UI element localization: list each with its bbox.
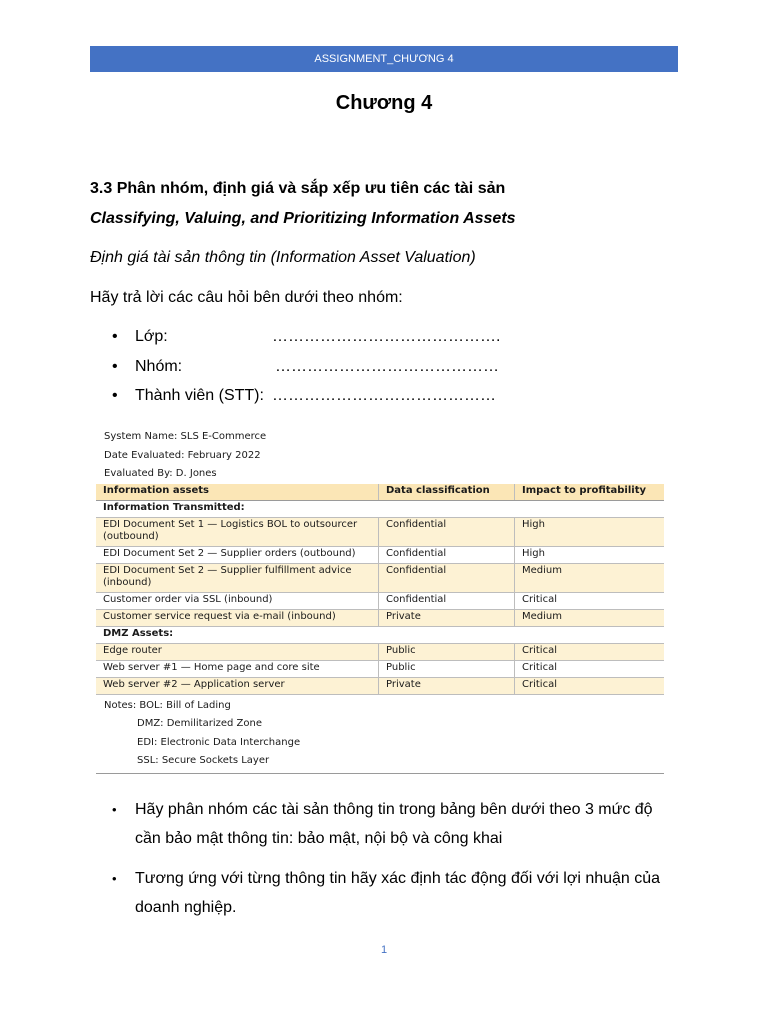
note-line: SSL: Secure Sockets Layer [137,755,270,766]
table-row [96,643,664,660]
classification-cell: Public [379,660,515,677]
table-row [96,660,664,677]
note-line: EDI: Electronic Data Interchange [137,736,301,748]
note-line: DMZ: Demilitarized Zone [137,718,262,729]
table-row [96,677,664,694]
group-label: Nhóm: [135,357,183,375]
asset-valuation-figure [96,428,664,774]
note-line: Notes: BOL: Bill of Lading [104,699,231,711]
classification-cell: Confidential [379,592,515,609]
asset-cell: EDI Document Set 1 — Logistics BOL to outsourcer (outbound) [96,517,379,546]
system-name: System Name: SLS E-Commerce [104,431,267,442]
bullet: • [112,328,118,345]
classification-cell: Public [379,643,515,660]
asset-cell: EDI Document Set 2 — Supplier orders (outbound) [96,546,379,563]
asset-cell: Customer order via SSL (inbound) [96,592,379,609]
class-label: Lớp: [135,328,168,345]
group-row [96,500,664,517]
assets-table [96,484,664,695]
impact-cell: Critical [515,660,665,677]
asset-cell: Web server #1 — Home page and core site [96,660,379,677]
classification-cell: Confidential [379,546,515,563]
date-evaluated: Date Evaluated: February 2022 [104,449,261,461]
table-notes [96,697,664,774]
asset-cell: Edge router [96,643,379,660]
page-header-bar [90,46,678,72]
section-heading: 3.3 Phân nhóm, định giá và sắp xếp ưu tiên các tài sản [90,180,506,197]
instruction-text: Hãy trả lời các câu hỏi bên dưới theo nhóm: [90,289,403,306]
classification-cell: Confidential [379,517,515,546]
section-subheading: Classifying, Valuing, and Prioritizing Information Assets [90,210,516,227]
chapter-title: Chương 4 [335,92,433,114]
impact-cell: Critical [515,643,665,660]
table-row [96,517,664,546]
classification-cell: Private [379,609,515,626]
bullet: • [112,357,118,375]
column-header: Impact to profitability [515,484,665,501]
evaluated-by: Evaluated By: D. Jones [104,468,217,479]
bullet: • [112,802,117,817]
asset-cell: Customer service request via e-mail (inbound) [96,609,379,626]
group-fill-dots: …………………………………… [275,357,499,375]
table-row [96,609,664,626]
table-row [96,592,664,609]
column-header: Data classification [379,484,515,501]
bullet: • [112,871,117,886]
asset-cell: EDI Document Set 2 — Supplier fulfillment advice (inbound) [96,563,379,592]
impact-cell: Critical [515,592,665,609]
header-text: ASSIGNMENT_CHƯƠNG 4 [314,53,454,65]
class-fill-dots: ……………………………………. [272,328,501,345]
impact-cell: High [515,546,665,563]
group-title: DMZ Assets: [96,626,664,643]
impact-cell: Critical [515,677,665,694]
bullet: • [112,387,118,404]
table-row [96,563,664,592]
impact-cell: High [515,517,665,546]
page-number: 1 [380,944,388,956]
impact-cell: Medium [515,563,665,592]
task-item [112,795,682,853]
group-row [96,626,664,643]
asset-cell: Web server #2 — Application server [96,677,379,694]
task-text: Hãy phân nhóm các tài sản thông tin trong bảng bên dưới theo 3 mức độ cần bảo mật thông tin: bảo mật, nội bộ và công khai [135,801,653,847]
task-list [112,795,682,933]
column-header: Information assets [96,484,379,501]
impact-cell: Medium [515,609,665,626]
table-header-row [96,484,664,501]
members-label: Thành viên (STT): [135,387,264,404]
classification-cell: Confidential [379,563,515,592]
group-title: Information Transmitted: [96,500,664,517]
task-text: Tương ứng với từng thông tin hãy xác định tác động đối với lợi nhuận của doanh nghiệp. [135,870,661,916]
valuation-title: Định giá tài sản thông tin (Information Asset Valuation) [90,249,476,266]
classification-cell: Private [379,677,515,694]
members-fill-dots: …………………………………… [272,387,496,404]
table-row [96,546,664,563]
task-item [112,864,682,922]
